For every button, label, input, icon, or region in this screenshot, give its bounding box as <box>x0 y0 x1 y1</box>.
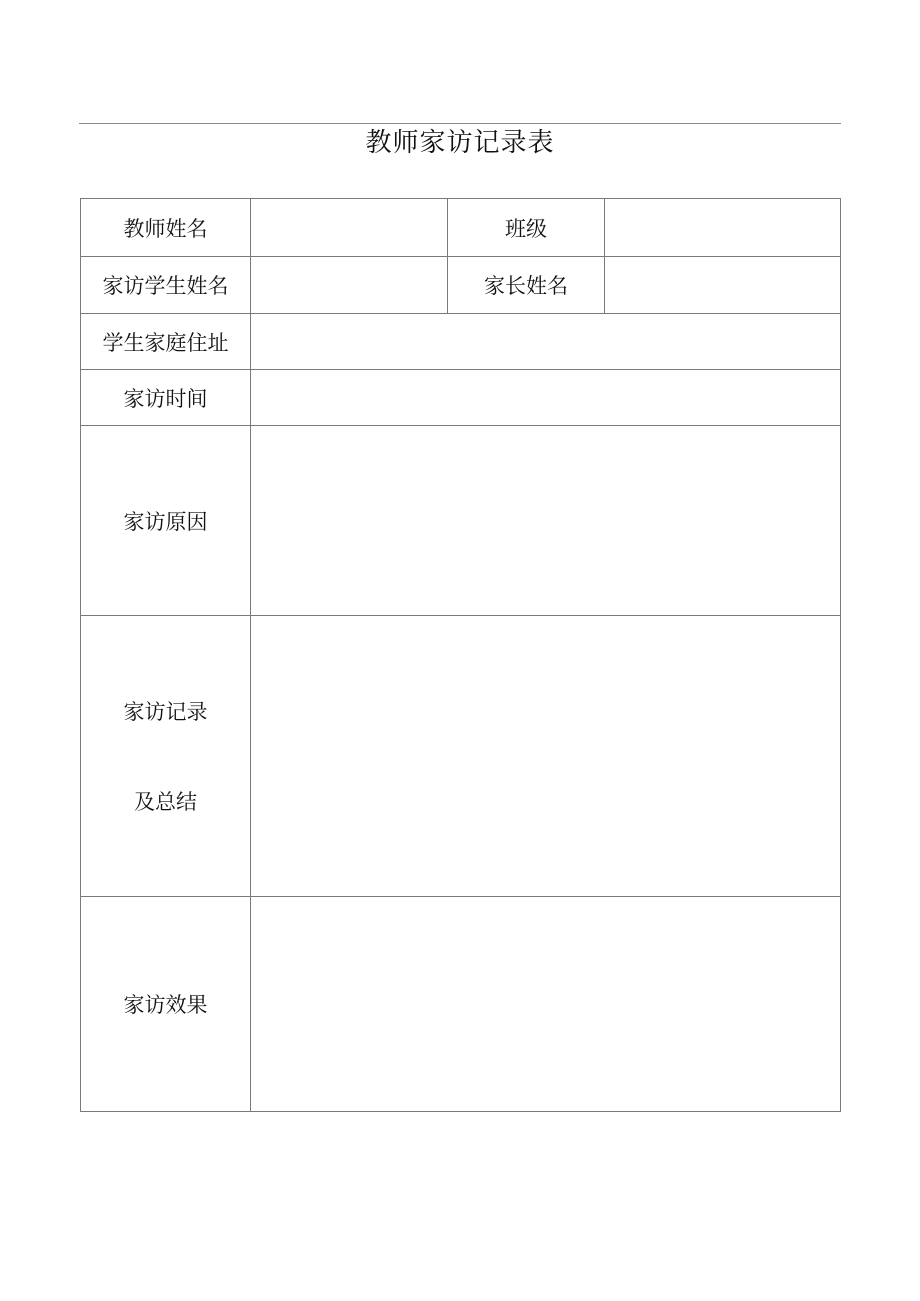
class-label: 班级 <box>448 199 605 257</box>
table-row <box>81 616 841 897</box>
home-address-field[interactable] <box>251 314 841 370</box>
visit-record-field[interactable] <box>251 616 841 897</box>
visit-reason-field[interactable] <box>251 426 841 616</box>
table-row <box>81 257 841 314</box>
table-row <box>81 199 841 257</box>
class-field[interactable] <box>605 199 841 257</box>
visit-time-field[interactable] <box>251 370 841 426</box>
visit-effect-field[interactable] <box>251 897 841 1112</box>
teacher-name-field[interactable] <box>251 199 448 257</box>
visit-time-label: 家访时间 <box>81 370 251 426</box>
student-name-label: 家访学生姓名 <box>81 257 251 314</box>
visit-reason-label: 家访原因 <box>81 426 251 616</box>
table-row <box>81 897 841 1112</box>
visit-record-label <box>81 616 251 897</box>
visit-record-label-line1: 家访记录 <box>123 700 208 724</box>
table-row <box>81 370 841 426</box>
visit-effect-label: 家访效果 <box>81 897 251 1112</box>
student-name-field[interactable] <box>251 257 448 314</box>
line-spacer <box>81 726 250 786</box>
parent-name-field[interactable] <box>605 257 841 314</box>
visit-record-label-line2: 及总结 <box>134 790 197 814</box>
parent-name-label: 家长姓名 <box>448 257 605 314</box>
home-address-label: 学生家庭住址 <box>81 314 251 370</box>
teacher-name-label: 教师姓名 <box>81 199 251 257</box>
document-title: 教师家访记录表 <box>365 128 555 158</box>
visit-record-table <box>80 198 841 1112</box>
table-row <box>81 314 841 370</box>
table-row <box>81 426 841 616</box>
